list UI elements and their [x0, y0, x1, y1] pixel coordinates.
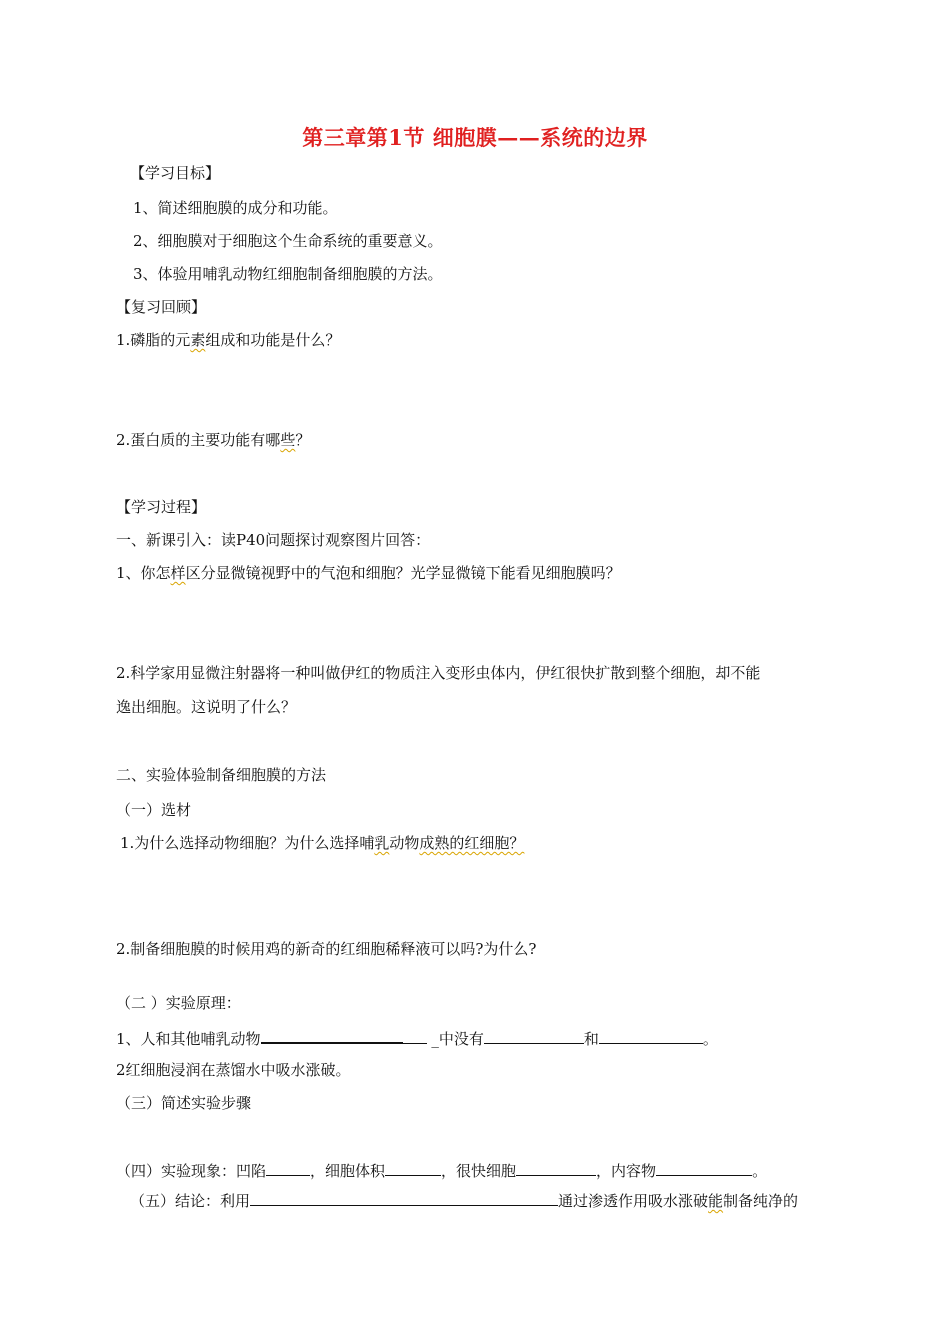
fill-blank[interactable] — [261, 1027, 345, 1044]
page-title: 第三章第1节 细胞膜——系统的边界 — [302, 125, 648, 150]
material-heading: （一）选材 — [116, 801, 192, 819]
process-question-2-line-1: 2.科学家用显微注射器将一种叫做伊红的物质注入变形虫体内，伊红很快扩散到整个细胞，却不能 — [116, 664, 761, 682]
principle-item-2: 2红细胞浸润在蒸馏水中吸水涨破。 — [116, 1061, 351, 1079]
conclusion-line: （五）结论：利用 通过渗透作用吸水涨破能制备纯净的 — [130, 1192, 799, 1210]
fill-blank[interactable] — [250, 1190, 558, 1206]
fill-blank[interactable] — [385, 1160, 441, 1176]
process-intro: 一、新课引入：读P40问题探讨观察图片回答： — [116, 531, 431, 549]
material-question-2: 2.制备细胞膜的时候用鸡的新奇的红细胞稀释液可以吗?为什么? — [116, 940, 537, 958]
fill-blank[interactable] — [484, 1028, 584, 1044]
fill-blank[interactable] — [403, 1028, 427, 1044]
goal-item-3: 3、体验用哺乳动物红细胞制备细胞膜的方法。 — [133, 265, 443, 283]
experiment-heading: 二、实验体验制备细胞膜的方法 — [116, 766, 327, 784]
principle-heading: （二 ）实验原理： — [116, 994, 241, 1012]
fill-blank[interactable] — [345, 1027, 403, 1044]
material-question-1: 1.为什么选择动物细胞？为什么选择哺乳动物成熟的红细胞？ — [120, 834, 525, 852]
goals-heading: 【学习目标】 — [130, 164, 221, 182]
goal-item-1: 1、简述细胞膜的成分和功能。 — [133, 199, 338, 217]
process-question-1: 1、你怎样区分显微镜视野中的气泡和细胞？光学显微镜下能看见细胞膜吗？ — [116, 564, 621, 582]
fill-blank[interactable] — [516, 1160, 596, 1176]
review-question-2: 2.蛋白质的主要功能有哪些？ — [116, 431, 311, 449]
fill-blank[interactable] — [599, 1028, 703, 1044]
review-heading: 【复习回顾】 — [116, 298, 207, 316]
principle-item-1: 1、人和其他哺乳动物 _中没有 和 。 — [116, 1027, 718, 1049]
process-heading: 【学习过程】 — [116, 498, 207, 516]
review-question-1: 1.磷脂的元素组成和功能是什么？ — [116, 331, 341, 349]
steps-heading: （三）简述实验步骤 — [116, 1094, 252, 1112]
fill-blank[interactable] — [266, 1160, 310, 1176]
goal-item-2: 2、细胞膜对于细胞这个生命系统的重要意义。 — [133, 232, 443, 250]
phenomenon-line: （四）实验现象：凹陷 ，细胞体积 ，很快细胞 ，内容物 。 — [116, 1162, 768, 1180]
fill-blank[interactable] — [656, 1160, 752, 1176]
process-question-2-line-2: 逸出细胞。这说明了什么？ — [116, 698, 297, 716]
